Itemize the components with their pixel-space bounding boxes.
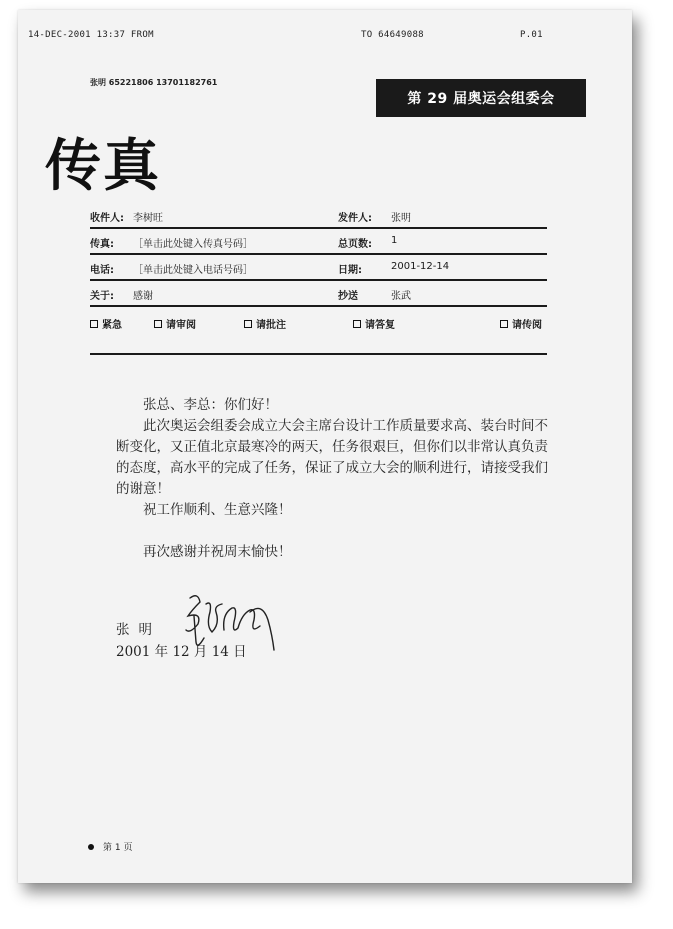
fax-header-page: P.01 bbox=[520, 30, 543, 40]
sender-phone: 张明 65221806 13701182761 bbox=[90, 78, 218, 87]
page-title: 传真 bbox=[45, 134, 161, 199]
org-banner: 第 29 届奥运会组委会 bbox=[376, 79, 586, 117]
checkbox-label: 紧急 bbox=[102, 320, 122, 331]
letter-date: 2001 年 12 月 14 日 bbox=[116, 644, 247, 660]
subject-label: 关于: bbox=[90, 291, 114, 302]
checkbox-square-icon bbox=[154, 320, 162, 328]
total-pages-label: 总页数: bbox=[338, 239, 372, 250]
checkbox-label: 请批注 bbox=[256, 320, 286, 331]
fax-number-field[interactable]: ［单击此处键入传真号码］ bbox=[133, 239, 253, 250]
checkbox-square-icon bbox=[244, 320, 252, 328]
checkbox-square-icon bbox=[353, 320, 361, 328]
recipient-label: 收件人: bbox=[90, 213, 124, 224]
form-row-fax bbox=[90, 229, 547, 255]
sender-label: 发件人: bbox=[338, 213, 372, 224]
cc-label: 抄送 bbox=[338, 291, 358, 302]
form-row-phone bbox=[90, 255, 547, 281]
letter-closing: 再次感谢并祝周末愉快！ bbox=[143, 544, 292, 560]
signer-name: 张明 bbox=[116, 622, 161, 638]
form-row-subject bbox=[90, 281, 547, 307]
letter-wish: 祝工作顺利、生意兴隆！ bbox=[143, 502, 292, 518]
subject-value[interactable]: 感谢 bbox=[133, 291, 153, 302]
checkbox-label: 请传阅 bbox=[512, 320, 542, 331]
letter-paragraph: 此次奥运会组委会成立大会主席台设计工作质量要求高、装台时间不断变化，又正值北京最寒冷的两天，任务很艰巨，但你们以非常认真负责的态度，高水平的完成了任务，保证了成立大会的顺利进行，请接受我们的谢意！ bbox=[116, 418, 548, 497]
date-value[interactable]: 2001-12-14 bbox=[391, 261, 450, 272]
checkbox-urgent[interactable] bbox=[90, 316, 122, 331]
page-footer bbox=[88, 840, 132, 853]
phone-number-field[interactable]: ［单击此处键入电话号码］ bbox=[133, 265, 253, 276]
date-label: 日期: bbox=[338, 265, 362, 276]
fax-label: 传真: bbox=[90, 239, 114, 250]
recipient-value[interactable]: 李树旺 bbox=[133, 213, 163, 224]
checkbox-review[interactable] bbox=[154, 316, 196, 331]
fax-page bbox=[18, 10, 632, 883]
checkbox-label: 请审阅 bbox=[166, 320, 196, 331]
bullet-icon bbox=[88, 844, 94, 850]
checkbox-comment[interactable] bbox=[244, 316, 286, 331]
checkbox-square-icon bbox=[90, 320, 98, 328]
form-row-recipient bbox=[90, 203, 547, 229]
letter-greeting: 张总、李总：你们好！ bbox=[143, 397, 278, 413]
letter-body bbox=[116, 395, 556, 563]
sender-value[interactable]: 张明 bbox=[391, 213, 411, 224]
fax-form bbox=[90, 203, 547, 355]
phone-label: 电话: bbox=[90, 265, 114, 276]
checkbox-square-icon bbox=[500, 320, 508, 328]
total-pages-value[interactable]: 1 bbox=[391, 235, 398, 246]
cc-value[interactable]: 张武 bbox=[391, 291, 411, 302]
checkbox-reply[interactable] bbox=[353, 316, 395, 331]
fax-header-datetime: 14-DEC-2001 13:37 FROM bbox=[28, 30, 154, 40]
fax-header-to: TO 64649088 bbox=[361, 30, 424, 40]
checkbox-circulate[interactable] bbox=[500, 316, 542, 331]
checkbox-label: 请答复 bbox=[365, 320, 395, 331]
page-number: 第 1 页 bbox=[103, 843, 133, 853]
checkbox-row bbox=[90, 307, 547, 355]
